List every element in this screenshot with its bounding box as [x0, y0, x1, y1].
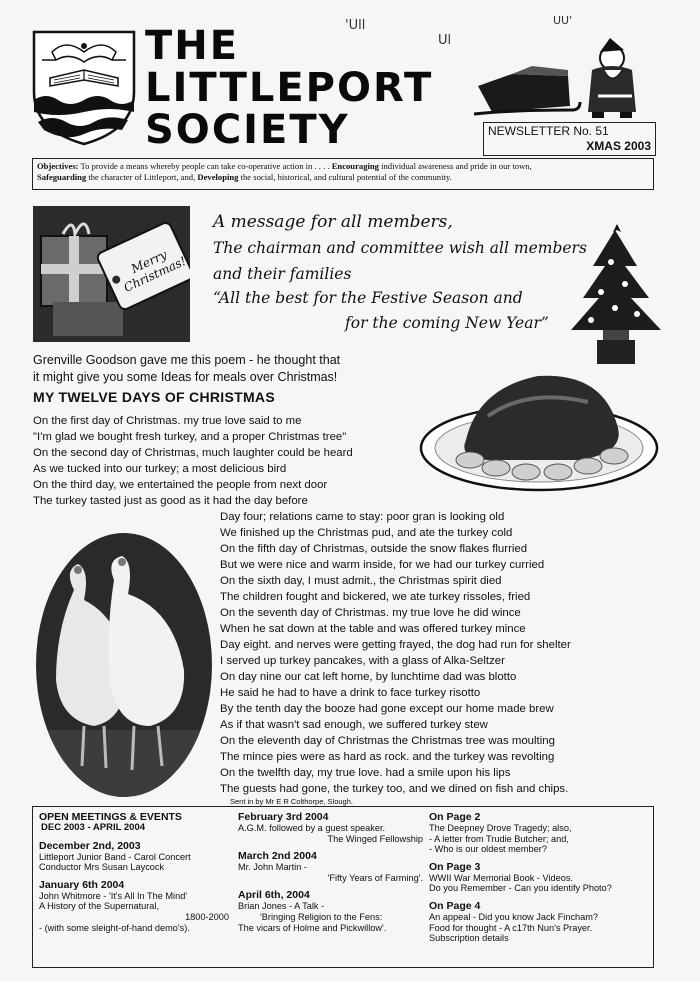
event-detail: 'Fifty Years of Farming'.	[327, 872, 423, 883]
poem-intro	[33, 352, 383, 386]
poem-line: We finished up the Christmas pud, and ate the turkey cold	[220, 527, 513, 539]
poem-title: MY TWELVE DAYS OF CHRISTMAS	[33, 389, 275, 405]
poem-line: By the tenth day the booze had gone except our home made brew	[220, 703, 554, 715]
event-detail: - (with some sleight-of-hand demo's).	[39, 922, 190, 933]
event-detail: A History of the Supernatural,	[39, 901, 160, 912]
page-2-item: - A letter from Trudie Butcher; and,	[429, 833, 569, 844]
event-detail: Mr. John Martin -	[238, 862, 307, 873]
event-detail: Brian Jones - A Talk -	[238, 901, 325, 912]
event-detail: Conductor Mrs Susan Laycock	[39, 862, 165, 873]
handwritten-mark-1: 'Ull	[345, 18, 366, 33]
event-detail: John Whitmore - 'It's All In The Mind'	[39, 890, 188, 901]
page-2-heading: On Page 2	[429, 811, 481, 823]
event-date: February 3rd 2004	[238, 811, 329, 823]
objectives-text-3: the character of Littleport, and,	[88, 172, 196, 182]
poem-line: "I'm glad we bought fresh turkey, and a proper Christmas tree"	[33, 431, 347, 443]
poem-line: The guests had gone, the turkey too, and we dined on fish and chips.	[220, 783, 569, 795]
message-line-4: “All the best for the Festive Season and	[213, 289, 523, 307]
events-heading: OPEN MEETINGS & EVENTS	[39, 811, 182, 823]
poem-line: I served up turkey pancakes, with a glass of Alka-Seltzer	[220, 655, 505, 667]
page-3-heading: On Page 3	[429, 860, 481, 873]
objectives-text-4: the social, historical, and cultural potential of the community.	[240, 172, 452, 182]
page-3-item: Do you Remember - Can you identify Photo?	[429, 883, 612, 894]
page-4-item: Food for thought - A c17th Nun's Prayer.	[429, 922, 593, 933]
objectives-encouraging: Encouraging	[331, 161, 379, 171]
poem-line: But we were nice and warm inside, for we had our turkey curried	[220, 559, 545, 571]
roast-turkey-illustration	[418, 368, 660, 494]
poem-stanza-b	[220, 509, 571, 797]
events-column-2	[238, 811, 423, 933]
handwritten-mark-2: Ul	[438, 33, 452, 48]
poem-line: The children fought and bickered, we ate turkey rissoles, fried	[220, 591, 531, 603]
event-detail: 1800-2000	[185, 911, 229, 922]
page-2-item: - Who is our oldest member?	[429, 844, 547, 855]
objectives-box	[32, 158, 654, 190]
society-crest	[32, 30, 136, 146]
page-4-heading: On Page 4	[429, 899, 481, 912]
newsletter-number: NEWSLETTER No. 51	[488, 124, 609, 138]
objectives-text-1: To provide a means whereby people can take co-operative action in . . . .	[80, 161, 330, 171]
poem-credit: Sent in by Mr E R Colthorpe, Slough.	[230, 797, 353, 806]
events-column-3	[429, 811, 651, 944]
poem-line: The turkey tasted just as good as it had the day before	[33, 495, 308, 507]
poem-line: As if that wasn't sad enough, we suffered turkey stew	[220, 719, 488, 731]
poem-stanza-a	[33, 413, 353, 509]
event-date: December 2nd, 2003	[39, 839, 141, 852]
issue-date: XMAS 2003	[586, 139, 651, 153]
masthead-title-line2: LITTLEPORT	[145, 65, 434, 111]
masthead-title-line3: SOCIETY	[145, 107, 350, 153]
objectives-safeguarding: Safeguarding	[37, 172, 87, 182]
handwritten-mark-3: UU'	[553, 14, 573, 27]
event-detail: Littleport Junior Band - Carol Concert	[39, 851, 191, 862]
events-box	[32, 806, 654, 968]
objectives-label: Objectives:	[37, 161, 79, 171]
event-detail: A.G.M. followed by a guest speaker.	[238, 823, 386, 833]
poem-line: Day four; relations came to stay: poor gran is looking old	[220, 511, 505, 523]
poem-line: The mince pies were as hard as rock. and the turkey was revolting	[220, 751, 555, 763]
poem-line: He said he had to have a drink to face turkey risotto	[220, 687, 481, 699]
poem-line: On the sixth day, I must admit., the Christmas spirit died	[220, 575, 502, 587]
event-detail: The Winged Fellowship	[327, 833, 423, 844]
poem-line: On the third day, we entertained the people from next door	[33, 479, 328, 491]
page-4-item: An appeal - Did you know Jack Fincham?	[429, 911, 599, 922]
poem-line: On the first day of Christmas. my true love said to me	[33, 415, 302, 427]
poem-line: Day eight. and nerves were getting frayed, the dog had run for shelter	[220, 639, 571, 651]
poem-line: When he sat down at the table and was offered turkey mince	[220, 623, 526, 635]
poem-line: As we tucked into our turkey; a most delicious bird	[33, 463, 287, 475]
message-line-2: The chairman and committee wish all members	[213, 239, 587, 257]
masthead-title-line1: THE	[145, 23, 240, 69]
gift-illustration	[33, 206, 190, 342]
poem-intro-line-1: Grenville Goodson gave me this poem - he thought that	[33, 353, 341, 367]
page-4-item: Subscription details	[429, 933, 509, 944]
events-date-range: DEC 2003 - APRIL 2004	[41, 822, 146, 833]
objectives-text-2: individual awareness and pride in our town,	[381, 161, 532, 171]
message-line-5: for the coming New Year”	[345, 314, 549, 332]
event-date: January 6th 2004	[39, 878, 125, 891]
page-3-item: WWII War Memorial Book - Videos.	[429, 872, 573, 883]
message-line-1: A message for all members,	[213, 212, 453, 232]
poem-line: On the fifth day of Christmas, outside the snow flakes flurried	[220, 543, 528, 555]
event-detail: The vicars of Holme and Pickwillow'.	[238, 922, 387, 933]
poem-line: On the eleventh day of Christmas the Christmas tree was moulting	[220, 735, 555, 747]
turkeys-photo	[34, 530, 214, 800]
event-date: March 2nd 2004	[238, 850, 317, 863]
page-2-item: The Deepney Drove Tragedy; also,	[429, 823, 572, 833]
santa-sleigh-illustration	[472, 36, 654, 120]
poem-line: On the seventh day of Christmas. my true love he did wince	[220, 607, 521, 619]
event-date: April 6th, 2004	[238, 889, 310, 902]
christmas-tree-illustration	[567, 222, 663, 367]
newsletter-info-box	[483, 122, 656, 156]
poem-line: On the second day of Christmas, much laughter could be heard	[33, 447, 353, 459]
objectives-developing: Developing	[197, 172, 239, 182]
message-line-3: and their families	[213, 265, 352, 283]
poem-line: On the twelfth day, my true love. had a smile upon his lips	[220, 767, 511, 779]
gift-tag-text: Merry Christmas!	[121, 247, 189, 295]
poem-intro-line-2: it might give you some Ideas for meals over Christmas!	[33, 370, 338, 384]
events-column-1	[39, 811, 229, 933]
poem-line: On day nine our cat left home, by lunchtime dad was blotto	[220, 671, 517, 683]
event-detail: 'Bringing Religion to the Fens:	[260, 911, 383, 922]
